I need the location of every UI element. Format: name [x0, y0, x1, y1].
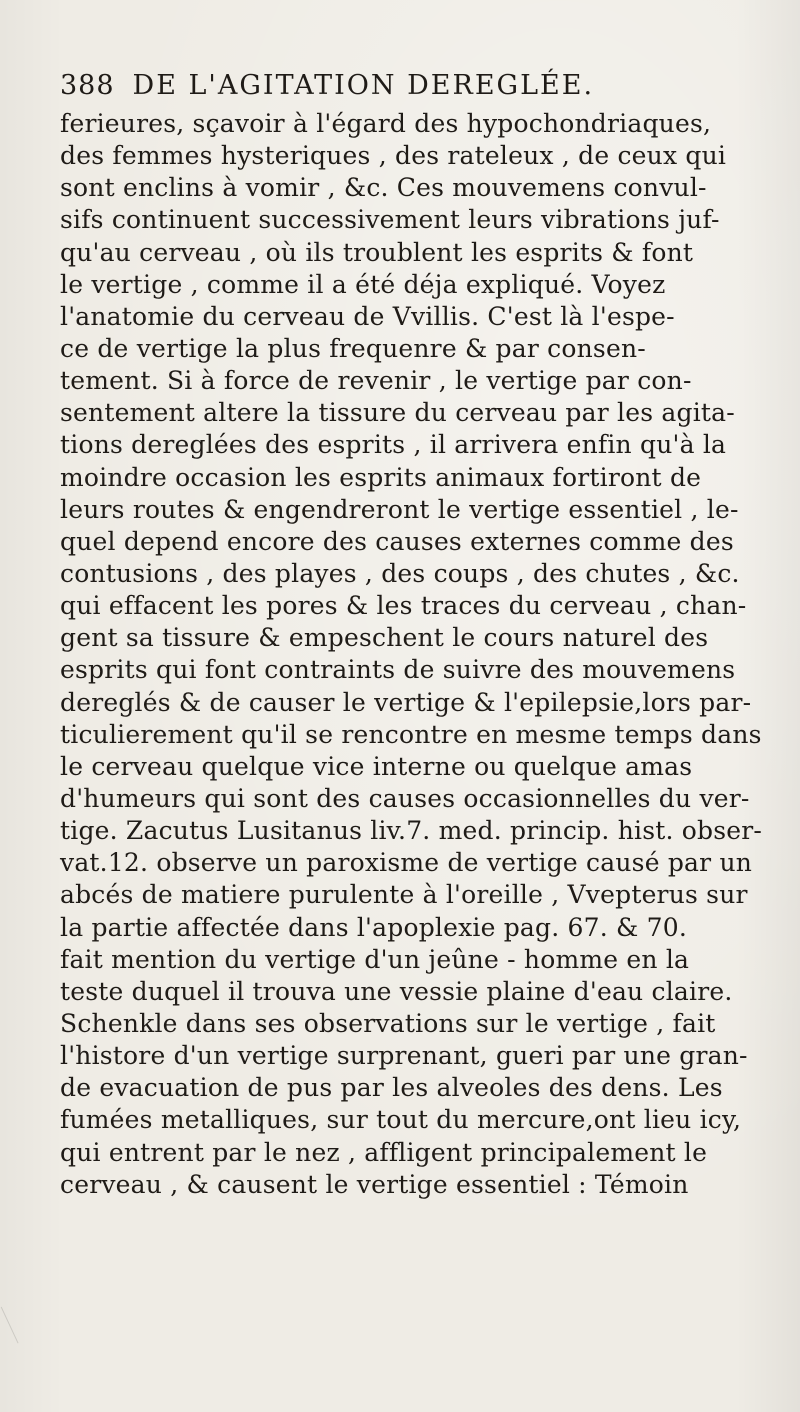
text-line: moindre occasion les esprits animaux fortiront de — [60, 462, 702, 492]
text-line: qu'au cerveau , où ils troublent les esprits & font — [60, 237, 694, 267]
text-line: gent sa tissure & empeschent le cours naturel des — [60, 623, 709, 653]
text-line: vat.12. observe un paroxisme de vertige causé par un — [60, 848, 753, 878]
text-line: qui effacent les pores & les traces du cerveau , chan- — [60, 591, 747, 621]
text-line: cerveau , & causent le vertige essentiel : Témoin — [60, 1169, 689, 1199]
text-line: tement. Si à force de revenir , le vertige par con- — [60, 366, 692, 396]
text-line: la partie affectée dans l'apoplexie pag. 67. & 70. — [60, 912, 687, 942]
text-line: teste duquel il trouva une vessie plaine d'eau claire. — [60, 976, 733, 1006]
text-line: sentement altere la tissure du cerveau par les agita- — [60, 398, 735, 428]
text-line: de evacuation de pus par les alveoles des dens. Les — [60, 1073, 723, 1103]
text-line: d'humeurs qui sont des causes occasionnelles du ver- — [60, 783, 750, 813]
text-line: l'histore d'un vertige surprenant, gueri par une gran- — [60, 1041, 748, 1071]
text-line: ticulierement qu'il se rencontre en mesme temps dans — [60, 719, 762, 749]
text-line: ce de vertige la plus frequenre & par consen- — [60, 333, 646, 363]
text-line: le vertige , comme il a été déja expliqué. Voyez — [60, 269, 666, 299]
page-number: 388 — [60, 70, 115, 101]
body-text — [60, 108, 780, 1201]
text-line: abcés de matiere purulente à l'oreille , Vvepterus sur — [60, 880, 748, 910]
page-header — [60, 70, 594, 110]
text-line: quel depend encore des causes externes comme des — [60, 526, 734, 556]
text-line: ferieures, sçavoir à l'égard des hypochondriaques, — [60, 109, 712, 138]
text-line: l'anatomie du cerveau de Vvillis. C'est là l'espe- — [60, 301, 675, 331]
text-line: contusions , des playes , des coups , des chutes , &c. — [60, 558, 740, 588]
running-head: DE L'AGITATION DEREGLÉE. — [132, 70, 595, 101]
text-line: tige. Zacutus Lusitanus liv.7. med. princip. hist. obser- — [60, 816, 763, 846]
text-line: esprits qui font contraints de suivre des mouvemens — [60, 655, 736, 685]
text-line: fumées metalliques, sur tout du mercure,ont lieu icy, — [60, 1105, 742, 1135]
text-line: le cerveau quelque vice interne ou quelque amas — [60, 751, 693, 781]
text-line: sont enclins à vomir , &c. Ces mouvemens convul- — [60, 173, 707, 203]
text-line: sifs continuent successivement leurs vibrations juf- — [60, 205, 720, 235]
text-line: dereglés & de causer le vertige & l'epilepsie,lors par- — [60, 687, 752, 717]
text-line: tions dereglées des esprits , il arrivera enfin qu'à la — [60, 430, 727, 460]
margin-scratch — [1, 1297, 41, 1344]
text-line: leurs routes & engendreront le vertige essentiel , le- — [60, 494, 739, 524]
text-line: des femmes hysteriques , des rateleux , de ceux qui — [60, 141, 727, 171]
text-line: fait mention du vertige d'un jeûne - homme en la — [60, 944, 690, 974]
text-line: Schenkle dans ses observations sur le vertige , fait — [60, 1008, 716, 1038]
text-line: qui entrent par le nez , affligent principalement le — [60, 1137, 708, 1167]
